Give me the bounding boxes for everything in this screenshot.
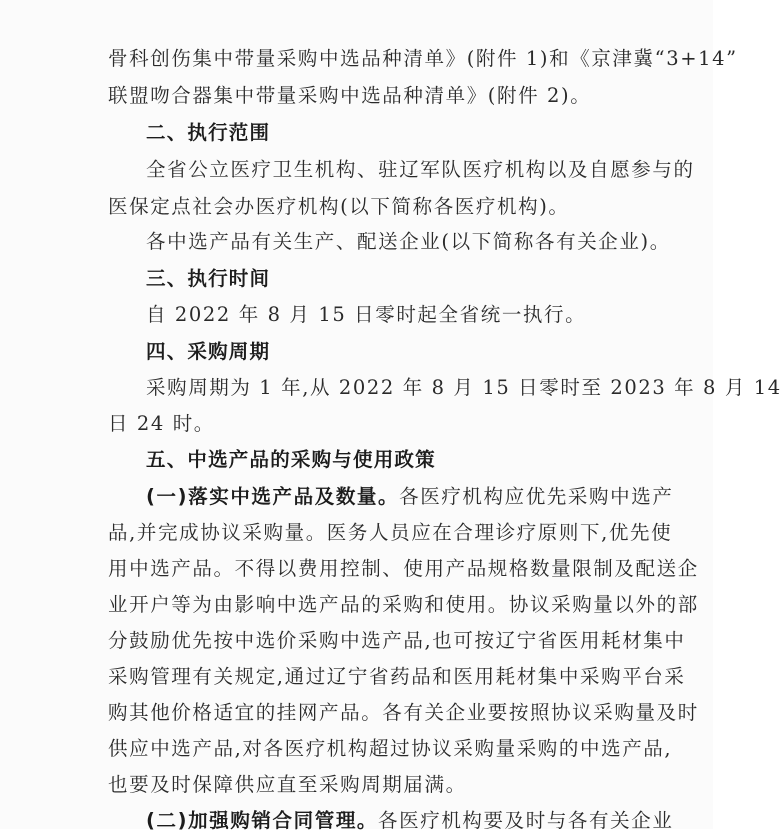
text-line: 也要及时保障供应直至采购周期届满。 [108, 773, 467, 796]
text-line: 自 2022 年 8 月 15 日零时起全省统一执行。 [146, 303, 587, 326]
text-run: 各医疗机构应优先采购中选产 [399, 485, 674, 508]
subsection-heading: (一)落实中选产品及数量。 [146, 485, 400, 508]
text-run: 各医疗机构要及时与各有关企业 [378, 809, 674, 832]
text-line: 联盟吻合器集中带量采购中选品种清单》(附件 2)。 [108, 84, 592, 107]
text-line: 骨科创伤集中带量采购中选品种清单》(附件 1)和《京津冀“3+14” [108, 47, 738, 70]
text-line: 供应中选产品,对各医疗机构超过协议采购量采购的中选产品, [108, 737, 673, 760]
text-line [146, 481, 673, 509]
text-line: 用中选产品。不得以费用控制、使用产品规格数量限制及配送企 [108, 557, 699, 580]
text-line: 购其他价格适宜的挂网产品。各有关企业要按照协议采购量及时 [108, 701, 699, 724]
text-line: 医保定点社会办医疗机构(以下简称各医疗机构)。 [108, 195, 570, 218]
section-heading: 五、中选产品的采购与使用政策 [146, 448, 436, 471]
text-line: 品,并完成协议采购量。医务人员应在合理诊疗原则下,优先使 [108, 521, 673, 544]
text-line: 日 24 时。 [108, 412, 215, 435]
section-heading: 三、执行时间 [146, 267, 271, 290]
text-line: 全省公立医疗卫生机构、驻辽军队医疗机构以及自愿参与的 [146, 158, 695, 181]
text-line: 分鼓励优先按中选价采购中选产品,也可按辽宁省医用耗材集中 [108, 629, 686, 652]
text-line: 业开户等为由影响中选产品的采购和使用。协议采购量以外的部 [108, 593, 699, 616]
subsection-heading: (二)加强购销合同管理。 [146, 809, 379, 832]
text-line: 采购周期为 1 年,从 2022 年 8 月 15 日零时至 2023 年 8 月 14 [146, 376, 782, 399]
text-line [146, 805, 673, 833]
section-heading: 四、采购周期 [146, 340, 271, 363]
text-line: 采购管理有关规定,通过辽宁省药品和医用耗材集中采购平台采 [108, 665, 686, 688]
section-heading: 二、执行范围 [146, 121, 271, 144]
text-line: 各中选产品有关生产、配送企业(以下简称各有关企业)。 [146, 230, 671, 253]
